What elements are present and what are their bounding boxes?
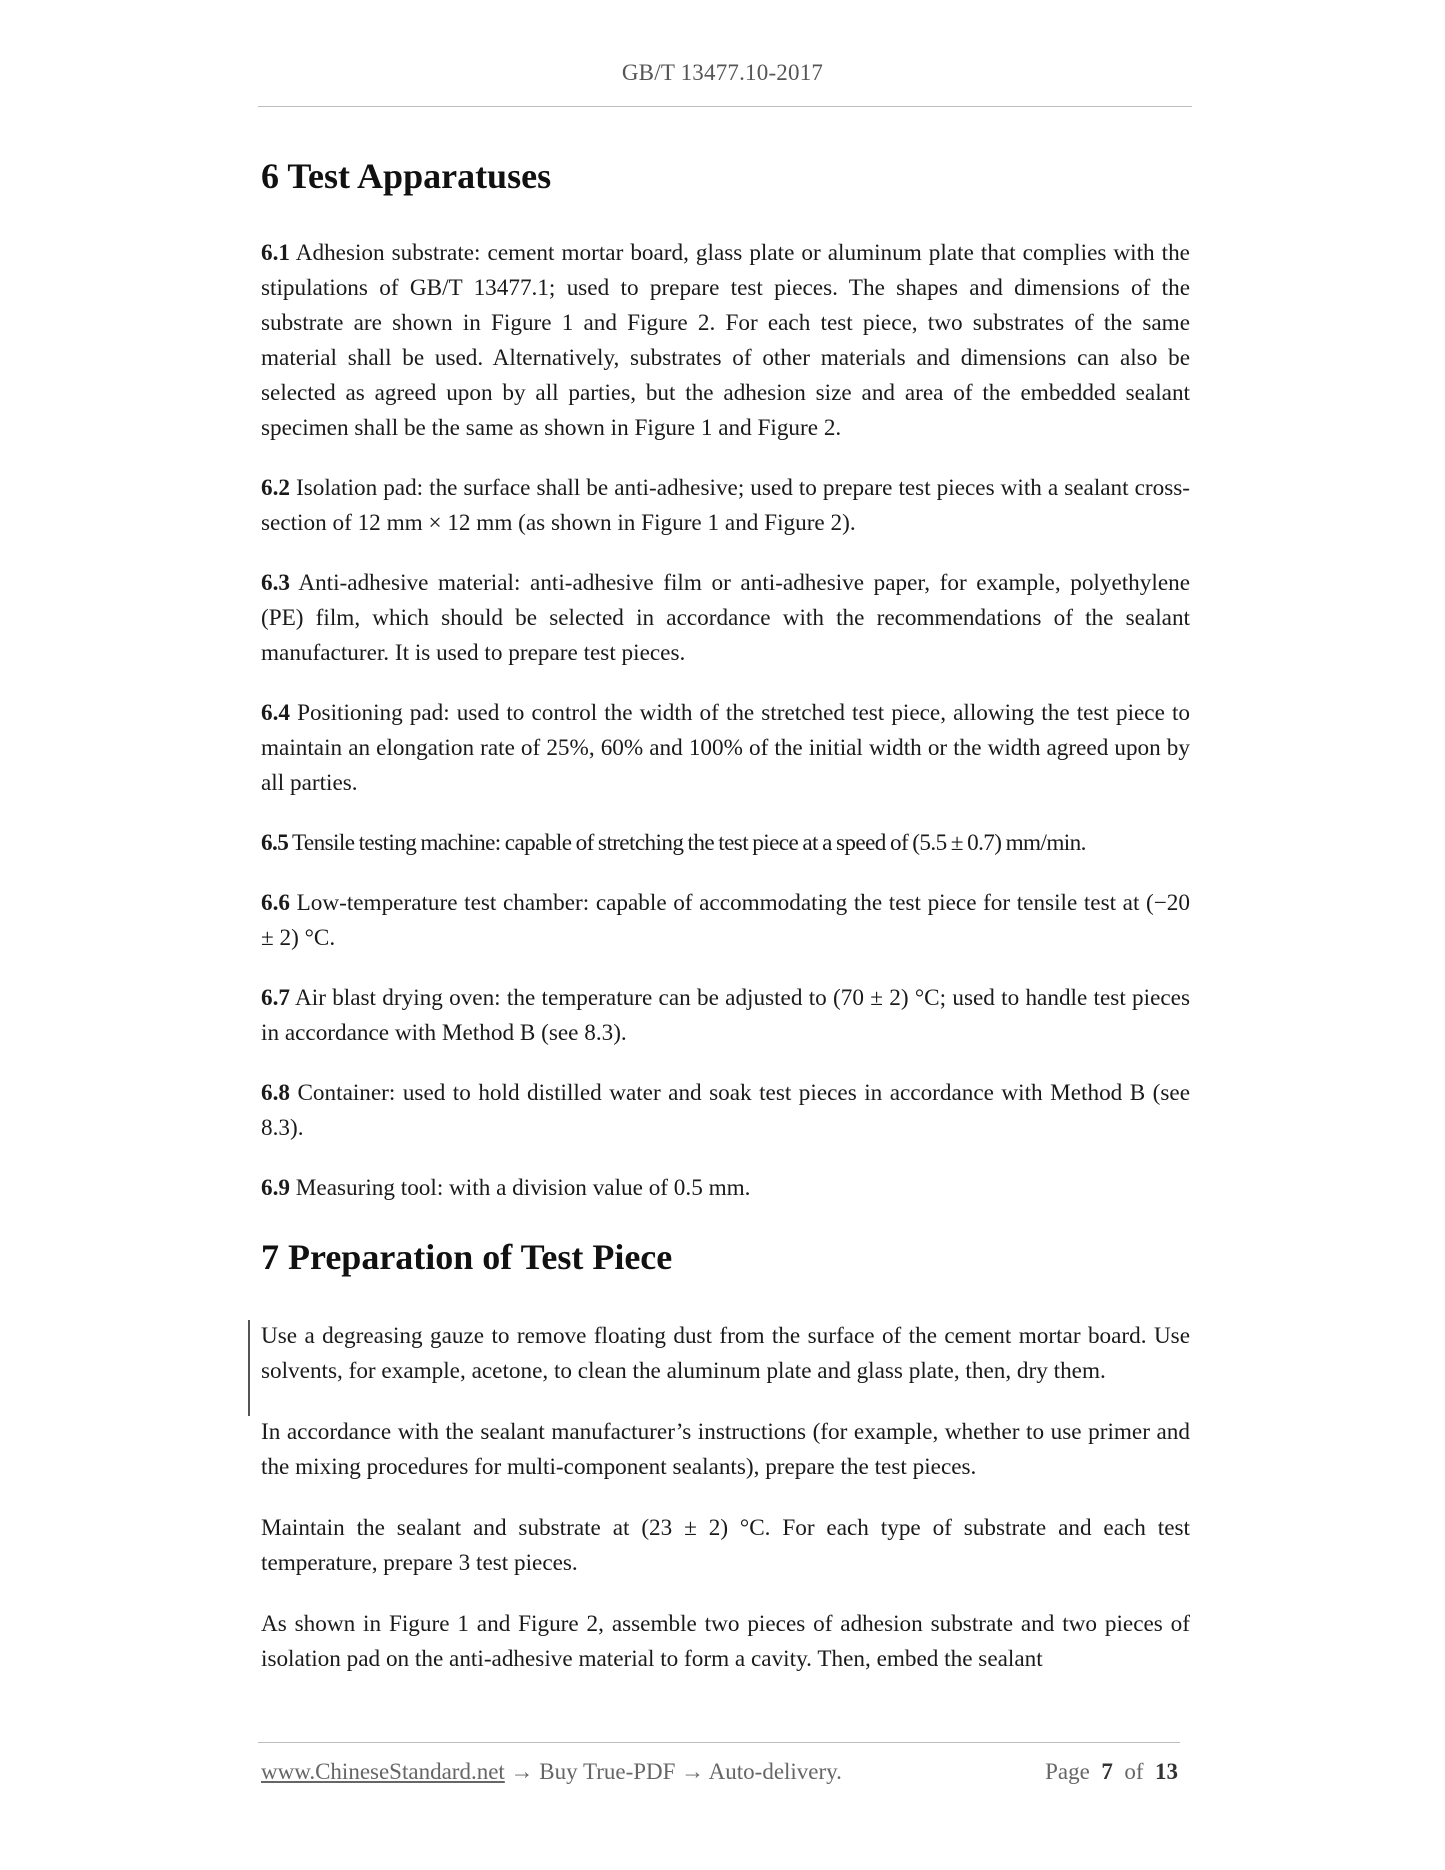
section-6-title: 6 Test Apparatuses [261,156,552,196]
clause-6-7 [261,981,1190,1051]
clause-number: 6.5 [261,830,289,857]
page-footer [261,1759,1178,1785]
page-indicator [1045,1759,1178,1785]
clause-number: 6.9 [261,1175,290,1202]
clause-text: Air blast drying oven: the temperature can be adjusted to (70 ± 2) °C; used to handle test pieces in accordance with Method B (see 8.3). [261,985,1190,1047]
paragraph: As shown in Figure 1 and Figure 2, assemble two pieces of adhesion substrate and two pieces of isolation pad on the anti-adhesive material to form a cavity. Then, embed the sealant [261,1611,1190,1673]
clause-number: 6.2 [261,475,290,502]
clause-number: 6.6 [261,890,290,917]
document-code-header: GB/T 13477.10-2017 [621,60,824,85]
clause-text: Measuring tool: with a division value of 0.5 mm. [295,1175,751,1202]
header-divider [258,106,1192,107]
clause-number: 6.1 [261,240,290,267]
clause-text: Container: used to hold distilled water and soak test pieces in accordance with Method B (see 8.3). [261,1080,1191,1142]
revision-change-bar [248,1320,250,1416]
page-content [261,155,1190,1703]
clause-6-2 [261,471,1190,541]
clause-number: 6.7 [261,985,290,1012]
footer-divider [258,1742,1180,1743]
footer-promo-text: → Buy True-PDF → Auto-delivery. [504,1759,842,1784]
page-total: 13 [1155,1759,1178,1784]
clause-number: 6.8 [261,1080,290,1107]
clause-text: Tensile testing machine: capable of stretching the test piece at a speed of (5.5 ± 0.7) mm/min. [291,830,1086,857]
clause-number: 6.3 [261,570,290,597]
clause-6-9 [261,1171,1190,1206]
of-label: of [1124,1759,1144,1784]
clause-number: 6.4 [261,700,290,727]
clause-6-1 [261,236,1190,446]
clause-6-4 [261,696,1190,801]
clause-text: Adhesion substrate: cement mortar board, glass plate or aluminum plate that complies with the stipulations of GB/T 13477.1; used to prepare test pieces. The shapes and dimensions of the substrate are shown in Figure 1 and Figure 2. For each test piece, two substrates of the same material shall be used. Alternatively, substrates of other materials and dimensions can also be selected as agreed upon by all parties, but the adhesion size and area of the embedded sealant specimen shall be the same as shown in Figure 1 and Figure 2. [261,240,1190,442]
section-7 [261,1236,1190,1677]
paragraph: In accordance with the sealant manufacturer’s instructions (for example, whether to use primer and the mixing procedures for multi-component sealants), prepare the test pieces. [261,1419,1190,1481]
section-6 [261,155,1190,1206]
clause-6-6 [261,886,1190,956]
paragraph: Maintain the sealant and substrate at (23 ± 2) °C. For each type of substrate and each test temperature, prepare 3 test pieces. [261,1515,1190,1577]
footer-promo [261,1759,842,1784]
clause-text: Isolation pad: the surface shall be anti-adhesive; used to prepare test pieces with a sealant cross-section of 12 mm × 12 mm (as shown in Figure 1 and Figure 2). [261,475,1190,537]
paragraph: Use a degreasing gauze to remove floating dust from the surface of the cement mortar board. Use solvents, for example, acetone, to clean the aluminum plate and glass plate, then, dry them. [261,1323,1190,1385]
clause-6-5 [261,826,1190,861]
clause-6-8 [261,1076,1190,1146]
page-label: Page [1045,1759,1090,1784]
page-number: 7 [1101,1759,1113,1784]
clause-text: Anti-adhesive material: anti-adhesive film or anti-adhesive paper, for example, polyethylene (PE) film, which should be selected in accordance with the recommendations of the sealant manufacturer. It is used to prepare test pieces. [261,570,1190,667]
clause-text: Positioning pad: used to control the width of the stretched test piece, allowing the test piece to maintain an elongation rate of 25%, 60% and 100% of the initial width or the width agreed upon by all parties. [261,700,1190,797]
chinesestandard-link[interactable]: www.ChineseStandard.net [261,1759,505,1784]
clause-6-3 [261,566,1190,671]
clause-text: Low-temperature test chamber: capable of accommodating the test piece for tensile test at (−20 ± 2) °C. [261,890,1190,952]
section-7-title: 7 Preparation of Test Piece [261,1237,673,1278]
